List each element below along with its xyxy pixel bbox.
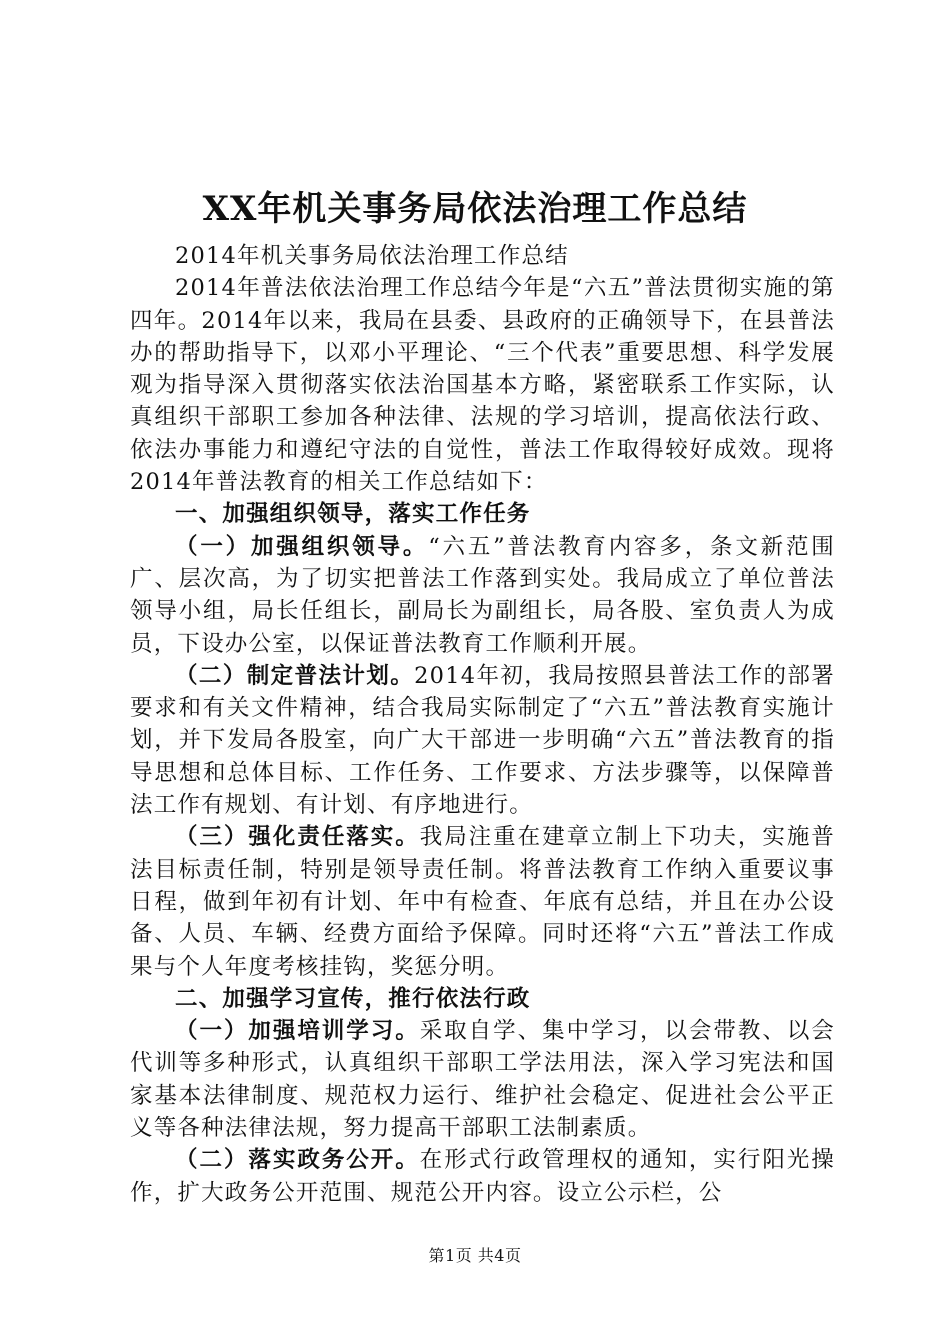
section-1-heading: 一、加强组织领导，落实工作任务: [175, 501, 531, 528]
intro-paragraph: 2014年普法依法治理工作总结今年是“六五”普法贯彻实施的第四年。2014年以来，我局在县委、县政府的正确领导下，在县普法办的帮助指导下，以邓小平理论、“三个代表”重要思想、科学发展观为指导深入贯彻落实依法治国基本方略，紧密联系工作实际，认真组织干部职工参加各种法律、法规的学习培训，提高依法行政、依法办事能力和遵纪守法的自觉性，普法工作取得较好成效。现将2014年普法教育的相关工作总结如下：: [130, 275, 835, 496]
document-subtitle: 2014年机关事务局依法治理工作总结: [175, 243, 569, 269]
paragraph-body: 2014年初，我局按照县普法工作的部署要求和有关文件精神，结合我局实际制定了“六五”普法教育实施计划，并下发局各股室，向广大干部进一步明确“六五”普法教育的指导思想和总体目标、工作任务、工作要求、方法步骤等，以保障普法工作有规划、有计划、有序地进行。: [130, 662, 835, 819]
section-2-heading: 二、加强学习宣传，推行依法行政: [175, 985, 531, 1012]
paragraph-lead: （三）强化责任落实。: [175, 824, 420, 851]
paragraph-lead: （一）加强组织领导。: [175, 533, 429, 560]
section-1-paragraph-1: [130, 531, 835, 660]
document-title: XX年机关事务局依法治理工作总结: [202, 189, 748, 229]
paragraph-lead: （一）加强培训学习。: [175, 1018, 420, 1045]
page-footer: 第1页 共4页: [428, 1246, 522, 1265]
paragraph-body: 在形式行政管理权的通知，实行阳光操作，扩大政务公开范围、规范公开内容。设立公示栏，公: [130, 1147, 835, 1206]
paragraph-lead: （二）制定普法计划。: [175, 662, 415, 689]
paragraph-body: “六五”普法教育内容多，条文新范围广、层次高，为了切实把普法工作落到实处。我局成立了单位普法领导小组，局长任组长，副局长为副组长，局各股、室负责人为成员，下设办公室，以保证普法教育工作顺利开展。: [130, 533, 835, 657]
document-body: [130, 240, 835, 1209]
section-2-paragraph-1: [130, 1015, 835, 1144]
section-1-paragraph-2: [130, 660, 835, 821]
paragraph-lead: （二）落实政务公开。: [175, 1147, 420, 1174]
paragraph-body: 我局注重在建章立制上下功夫，实施普法目标责任制，特别是领导责任制。将普法教育工作纳入重要议事日程，做到年初有计划、年中有检查、年底有总结，并且在办公设备、人员、车辆、经费方面给予保障。同时还将“六五”普法工作成果与个人年度考核挂钩，奖惩分明。: [130, 824, 835, 980]
paragraph-body: 采取自学、集中学习，以会带教、以会代训等多种形式，认真组织干部职工学法用法，深入学习宪法和国家基本法律制度、规范权力运行、维护社会稳定、促进社会公平正义等各种法律法规，努力提高干部职工法制素质。: [130, 1018, 835, 1142]
section-2-paragraph-2: [130, 1144, 835, 1209]
section-1-paragraph-3: [130, 821, 835, 982]
